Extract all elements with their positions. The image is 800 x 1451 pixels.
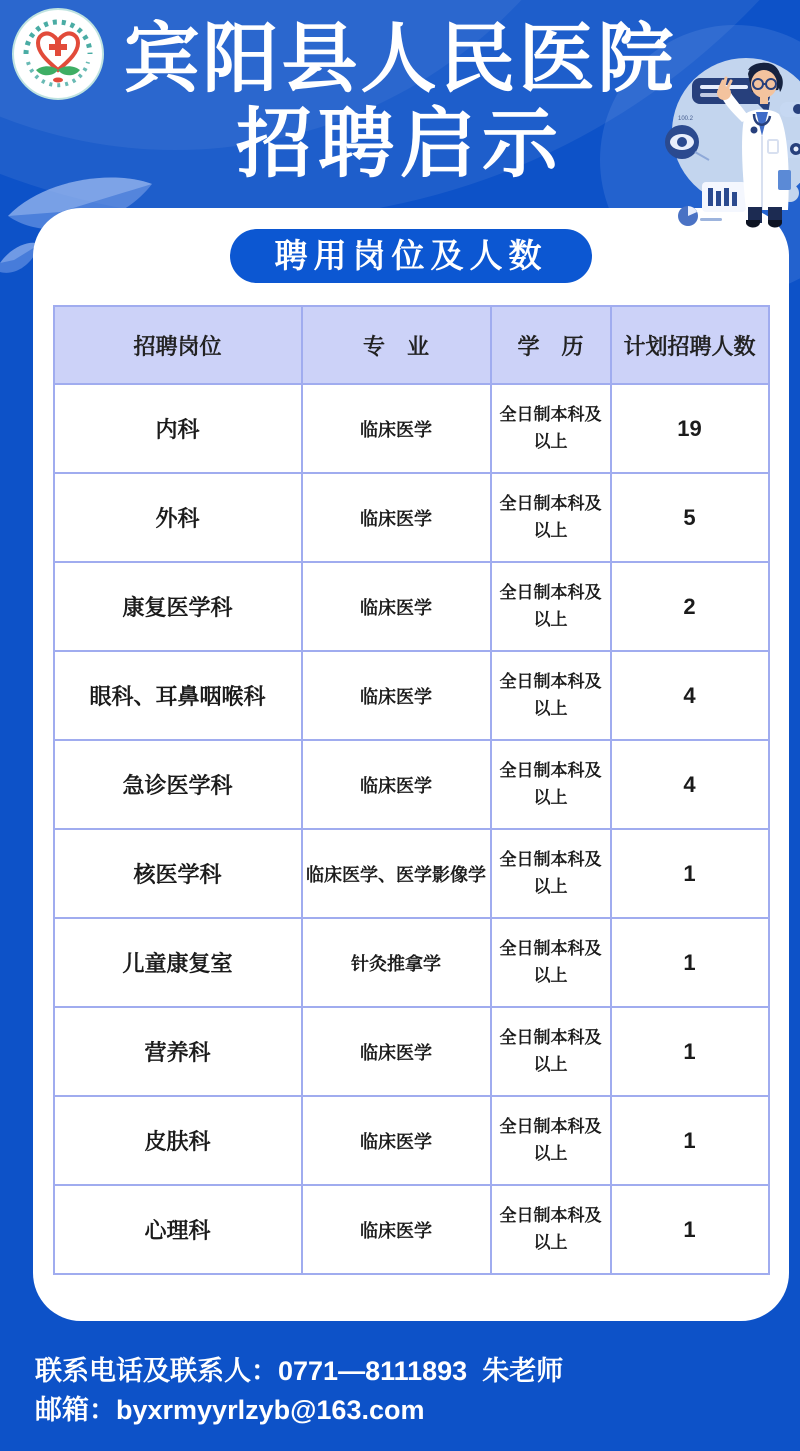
positions-table-body — [54, 384, 769, 1274]
table-cell: 临床医学 — [302, 1007, 491, 1096]
table-cell: 4 — [611, 740, 769, 829]
table-row — [54, 651, 769, 740]
table-cell: 4 — [611, 651, 769, 740]
table-cell: 19 — [611, 384, 769, 473]
header-cell-position: 招聘岗位 — [54, 306, 302, 384]
table-cell: 临床医学、医学影像学 — [302, 829, 491, 918]
table-row — [54, 829, 769, 918]
table-cell: 临床医学 — [302, 1096, 491, 1185]
table-cell: 临床医学 — [302, 1185, 491, 1274]
contact-email-line: 邮箱：byxrmyyrlzyb@163.com — [35, 1395, 425, 1425]
table-cell: 全日制本科及以上 — [491, 1096, 611, 1185]
table-cell: 全日制本科及以上 — [491, 651, 611, 740]
header-cell-headcount: 计划招聘人数 — [611, 306, 769, 384]
table-row — [54, 1096, 769, 1185]
table-cell: 临床医学 — [302, 562, 491, 651]
table-cell: 针灸推拿学 — [302, 918, 491, 1007]
table-cell: 全日制本科及以上 — [491, 1185, 611, 1274]
table-cell: 1 — [611, 1096, 769, 1185]
title-line2: 招聘启示 — [236, 103, 564, 187]
positions-table — [53, 305, 770, 1275]
table-cell: 1 — [611, 918, 769, 1007]
table-row — [54, 1185, 769, 1274]
table-row — [54, 1007, 769, 1096]
header-cell-education: 学 历 — [491, 306, 611, 384]
table-cell: 临床医学 — [302, 473, 491, 562]
section-pill: 聘用岗位及人数 — [230, 229, 592, 283]
table-cell: 全日制本科及以上 — [491, 562, 611, 651]
svg-text:100.2: 100.2 — [678, 116, 694, 122]
hospital-logo-icon — [12, 8, 104, 100]
table-cell: 内科 — [54, 384, 302, 473]
table-cell: 临床医学 — [302, 740, 491, 829]
table-cell: 全日制本科及以上 — [491, 829, 611, 918]
header-cell-major: 专 业 — [302, 306, 491, 384]
table-row — [54, 473, 769, 562]
table-cell: 临床医学 — [302, 384, 491, 473]
table-cell: 心理科 — [54, 1185, 302, 1274]
table-cell: 急诊医学科 — [54, 740, 302, 829]
table-cell: 全日制本科及以上 — [491, 473, 611, 562]
table-cell: 外科 — [54, 473, 302, 562]
contact-footer — [35, 1352, 563, 1430]
table-cell: 1 — [611, 829, 769, 918]
doctor-illustration — [650, 52, 800, 230]
table-cell: 全日制本科及以上 — [491, 1007, 611, 1096]
table-cell: 1 — [611, 1007, 769, 1096]
table-row — [54, 740, 769, 829]
table-cell: 全日制本科及以上 — [491, 740, 611, 829]
table-cell: 皮肤科 — [54, 1096, 302, 1185]
title-line1: 宾阳县人民医院 — [123, 18, 677, 102]
table-cell: 全日制本科及以上 — [491, 918, 611, 1007]
table-cell: 5 — [611, 473, 769, 562]
contact-phone-line: 联系电话及联系人：0771—8111893 朱老师 — [35, 1356, 564, 1386]
table-header-row — [54, 306, 769, 384]
table-cell: 1 — [611, 1185, 769, 1274]
table-cell: 儿童康复室 — [54, 918, 302, 1007]
table-cell: 营养科 — [54, 1007, 302, 1096]
table-cell: 眼科、耳鼻咽喉科 — [54, 651, 302, 740]
table-cell: 核医学科 — [54, 829, 302, 918]
table-cell: 康复医学科 — [54, 562, 302, 651]
table-cell: 临床医学 — [302, 651, 491, 740]
table-cell: 全日制本科及以上 — [491, 384, 611, 473]
table-row — [54, 918, 769, 1007]
content-card — [33, 208, 789, 1321]
table-row — [54, 384, 769, 473]
table-cell: 2 — [611, 562, 769, 651]
table-row — [54, 562, 769, 651]
